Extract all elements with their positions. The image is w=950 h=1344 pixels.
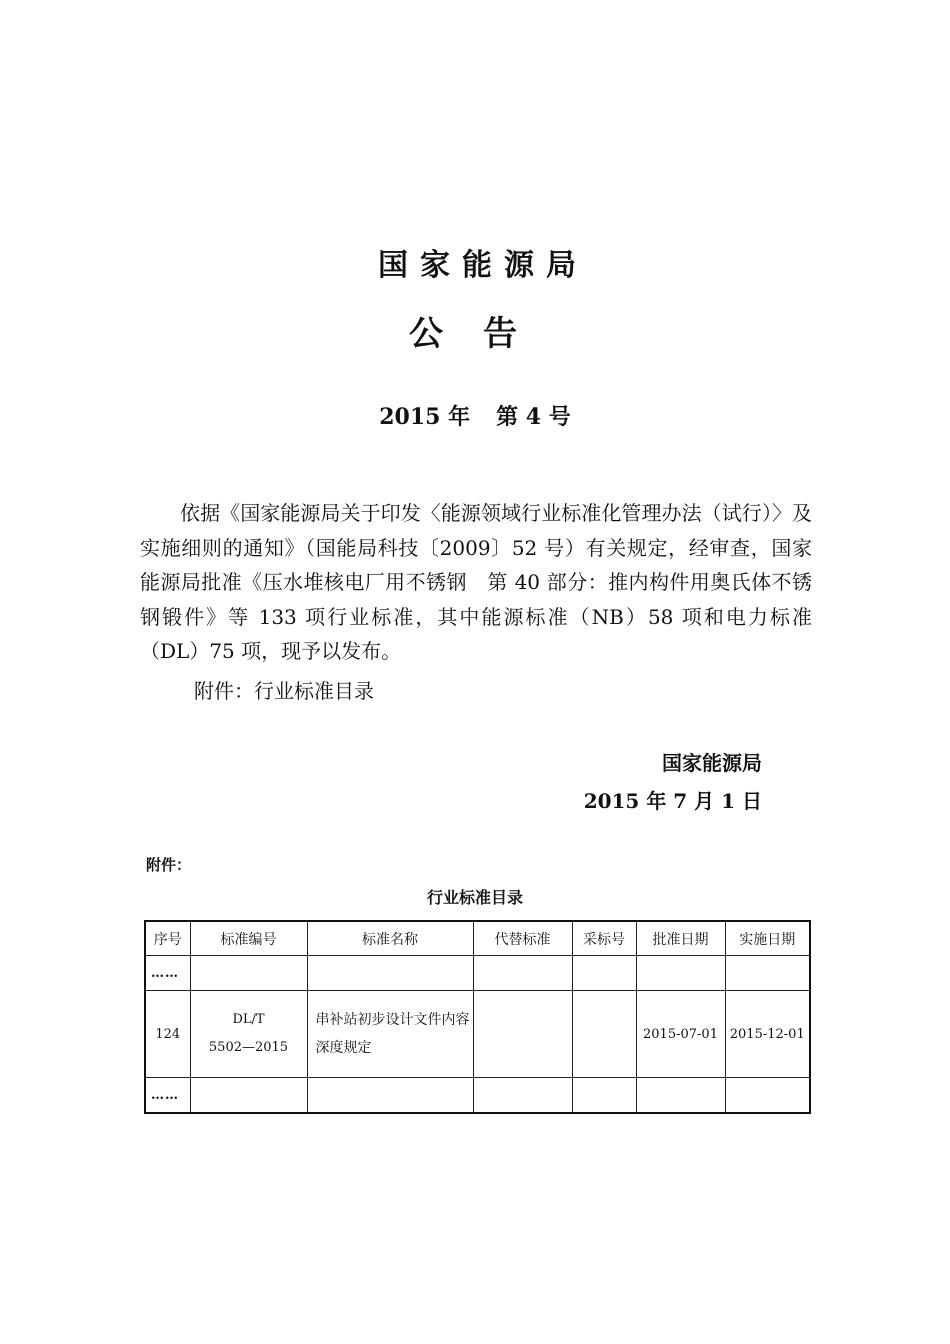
signature-date: 2015 年 7 月 1 日	[583, 789, 762, 813]
table-row-ellipsis-bottom	[145, 1078, 810, 1114]
row-code-prefix: DL/T	[232, 1012, 265, 1027]
header-code: 标准编号	[190, 921, 307, 956]
row-code	[190, 991, 307, 1078]
standards-table	[144, 920, 811, 1114]
ellipsis-cell: ……	[145, 956, 190, 991]
issue-year: 2015 年	[379, 404, 471, 430]
empty-cell	[725, 956, 810, 991]
header-replaces: 代替标准	[473, 921, 572, 956]
row-replaces	[473, 991, 572, 1078]
header-index: 序号	[145, 921, 190, 956]
empty-cell	[190, 956, 307, 991]
header-name: 标准名称	[307, 921, 473, 956]
empty-cell	[636, 1078, 725, 1114]
empty-cell	[572, 956, 636, 991]
attachment-label: 附件：	[146, 856, 192, 874]
row-index: 124	[145, 991, 190, 1078]
empty-cell	[190, 1078, 307, 1114]
empty-cell	[572, 1078, 636, 1114]
empty-cell	[725, 1078, 810, 1114]
empty-cell	[473, 1078, 572, 1114]
attachment-reference: 附件：行业标准目录	[194, 679, 374, 703]
table-title: 行业标准目录	[426, 888, 523, 907]
issue-number	[0, 401, 950, 433]
row-name: 串补站初步设计文件内容深度规定	[307, 991, 473, 1078]
empty-cell	[473, 956, 572, 991]
table-row-ellipsis-top	[145, 956, 810, 991]
table-row	[145, 991, 810, 1078]
row-code-number: 5502—2015	[208, 1040, 289, 1055]
row-effective-date: 2015-12-01	[725, 991, 810, 1078]
empty-cell	[307, 956, 473, 991]
announcement-paragraph: 依据《国家能源局关于印发〈能源领域行业标准化管理办法（试行）〉及实施细则的通知》（国能局科技〔2009〕52 号）有关规定，经审查，国家能源局批准《压水堆核电厂用不锈钢 第 40 部分：推内构件用奥氏体不锈钢锻件》等 133 项行业标准，其中能源标准（NB）58 项和电力标准（DL）75 项，现予以发布。	[140, 501, 812, 663]
row-adopted	[572, 991, 636, 1078]
row-approved-date: 2015-07-01	[636, 991, 725, 1078]
issuer-heading: 国家能源局	[378, 248, 588, 283]
header-effective-date: 实施日期	[725, 921, 810, 956]
header-approved-date: 批准日期	[636, 921, 725, 956]
header-adopted: 采标号	[572, 921, 636, 956]
signature-organization: 国家能源局	[662, 751, 762, 775]
table-header-row	[145, 921, 810, 956]
empty-cell	[636, 956, 725, 991]
empty-cell	[307, 1078, 473, 1114]
issue-sequence: 第 4 号	[496, 404, 571, 430]
document-title: 公告	[409, 314, 557, 354]
ellipsis-cell: ……	[145, 1078, 190, 1114]
